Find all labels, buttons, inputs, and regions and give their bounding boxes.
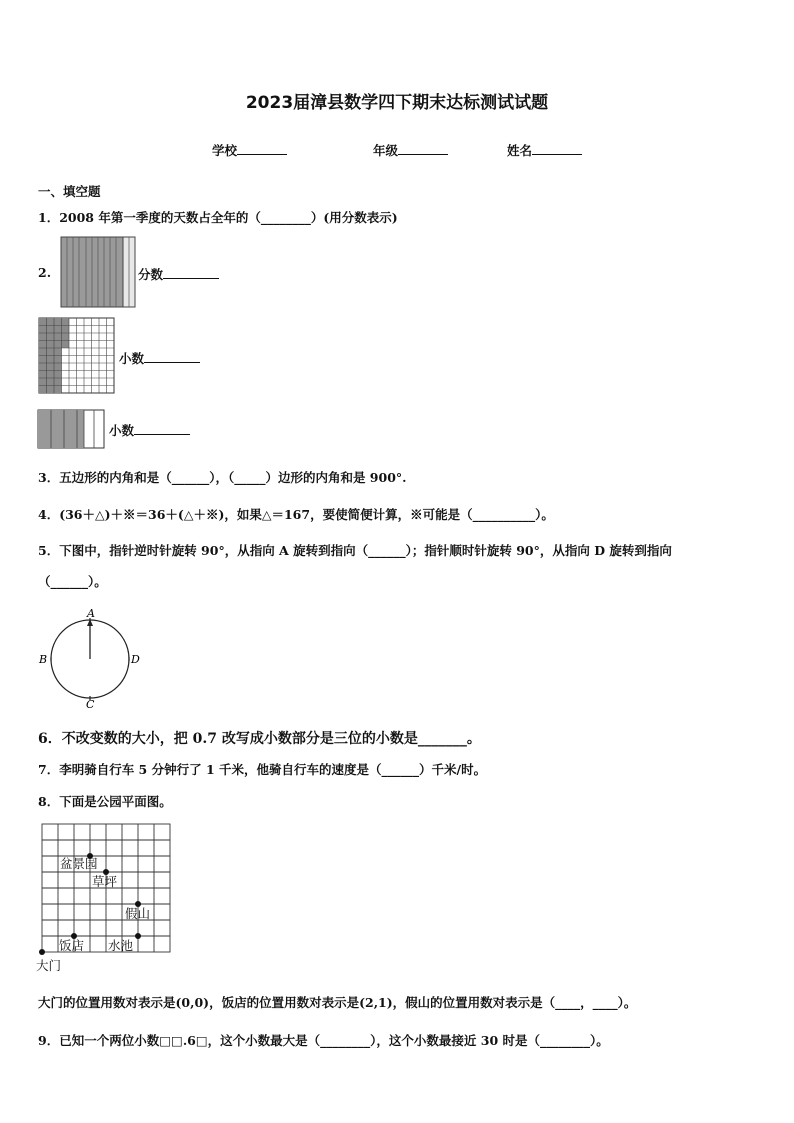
- grade-blank: [398, 142, 448, 155]
- question-6: 6．不改变数的大小，把 0.7 改写成小数部分是三位的小数是_______。: [38, 731, 481, 747]
- map-label-damen: 大门: [36, 958, 62, 973]
- question-4: 4．(36＋△)＋※＝36＋(△＋※)，如果△＝167，要使简便计算，※可能是（__________）。: [38, 507, 554, 522]
- school-field: [212, 141, 287, 159]
- gate-point: [39, 949, 45, 955]
- map-label-jiashan: 假山: [125, 906, 151, 921]
- map-label-fandian: 饭店: [59, 938, 85, 953]
- fraction-strip-figure: [61, 237, 136, 309]
- question-8: 8．下面是公园平面图。: [38, 794, 172, 809]
- tenths-strip-figure: [38, 410, 108, 450]
- question-5-line-1: 5．下图中，指针逆时针旋转 90°，从指向 A 旋转到指向（______）；指针顺时针旋转 90°，从指向 D 旋转到指向: [38, 543, 672, 558]
- map-label-caoping: 草坪: [92, 874, 118, 889]
- name-field: [507, 141, 582, 159]
- decimal-blank-2: [134, 422, 190, 435]
- question-8-text: 大门的位置用数对表示是(0,0)，饭店的位置用数对表示是(2,1)，假山的位置用数对表示是（____，____）。: [38, 995, 637, 1010]
- section-heading: 一、填空题: [38, 184, 101, 199]
- clock-diagram: [36, 606, 146, 710]
- clock-label-c: C: [86, 698, 95, 711]
- hundred-grid-figure: [39, 318, 117, 396]
- decimal-answer-2: [109, 421, 190, 439]
- fraction-answer: [138, 265, 219, 283]
- grade-label: 年级: [373, 143, 399, 158]
- school-label: 学校: [212, 143, 238, 158]
- question-7: 7．李明骑自行车 5 分钟行了 1 千米，他骑自行车的速度是（______）千米/时。: [38, 762, 487, 777]
- clock-label-b: B: [39, 653, 48, 666]
- grade-field: [373, 141, 448, 159]
- question-5-line-2: （______）。: [38, 574, 107, 589]
- map-label-shuichi: 水池: [108, 938, 134, 953]
- name-blank: [532, 142, 582, 155]
- pool-point: [135, 933, 141, 939]
- school-blank: [237, 142, 287, 155]
- decimal-answer-1: [119, 349, 200, 367]
- park-map-grid: [36, 820, 176, 976]
- question-3: 3．五边形的内角和是（______），（_____）边形的内角和是 900°.: [38, 470, 407, 485]
- question-9: 9．已知一个两位小数□□.6□，这个小数最大是（________），这个小数最接近 30 时是（________）。: [38, 1033, 609, 1048]
- map-label-penjing: 盆景园: [60, 856, 98, 871]
- question-2-number: 2.: [38, 265, 52, 280]
- clock-label-a: A: [87, 607, 95, 620]
- question-1: 1．2008 年第一季度的天数占全年的（________）(用分数表示): [38, 210, 398, 225]
- page-title: 2023届漳县数学四下期末达标测试试题: [245, 93, 549, 113]
- name-label: 姓名: [507, 143, 533, 158]
- decimal-label-1: 小数: [119, 351, 145, 366]
- decimal-label-2: 小数: [109, 423, 135, 438]
- fraction-blank: [163, 266, 219, 279]
- fraction-label: 分数: [138, 267, 164, 282]
- decimal-blank-1: [144, 350, 200, 363]
- clock-label-d: D: [131, 653, 140, 666]
